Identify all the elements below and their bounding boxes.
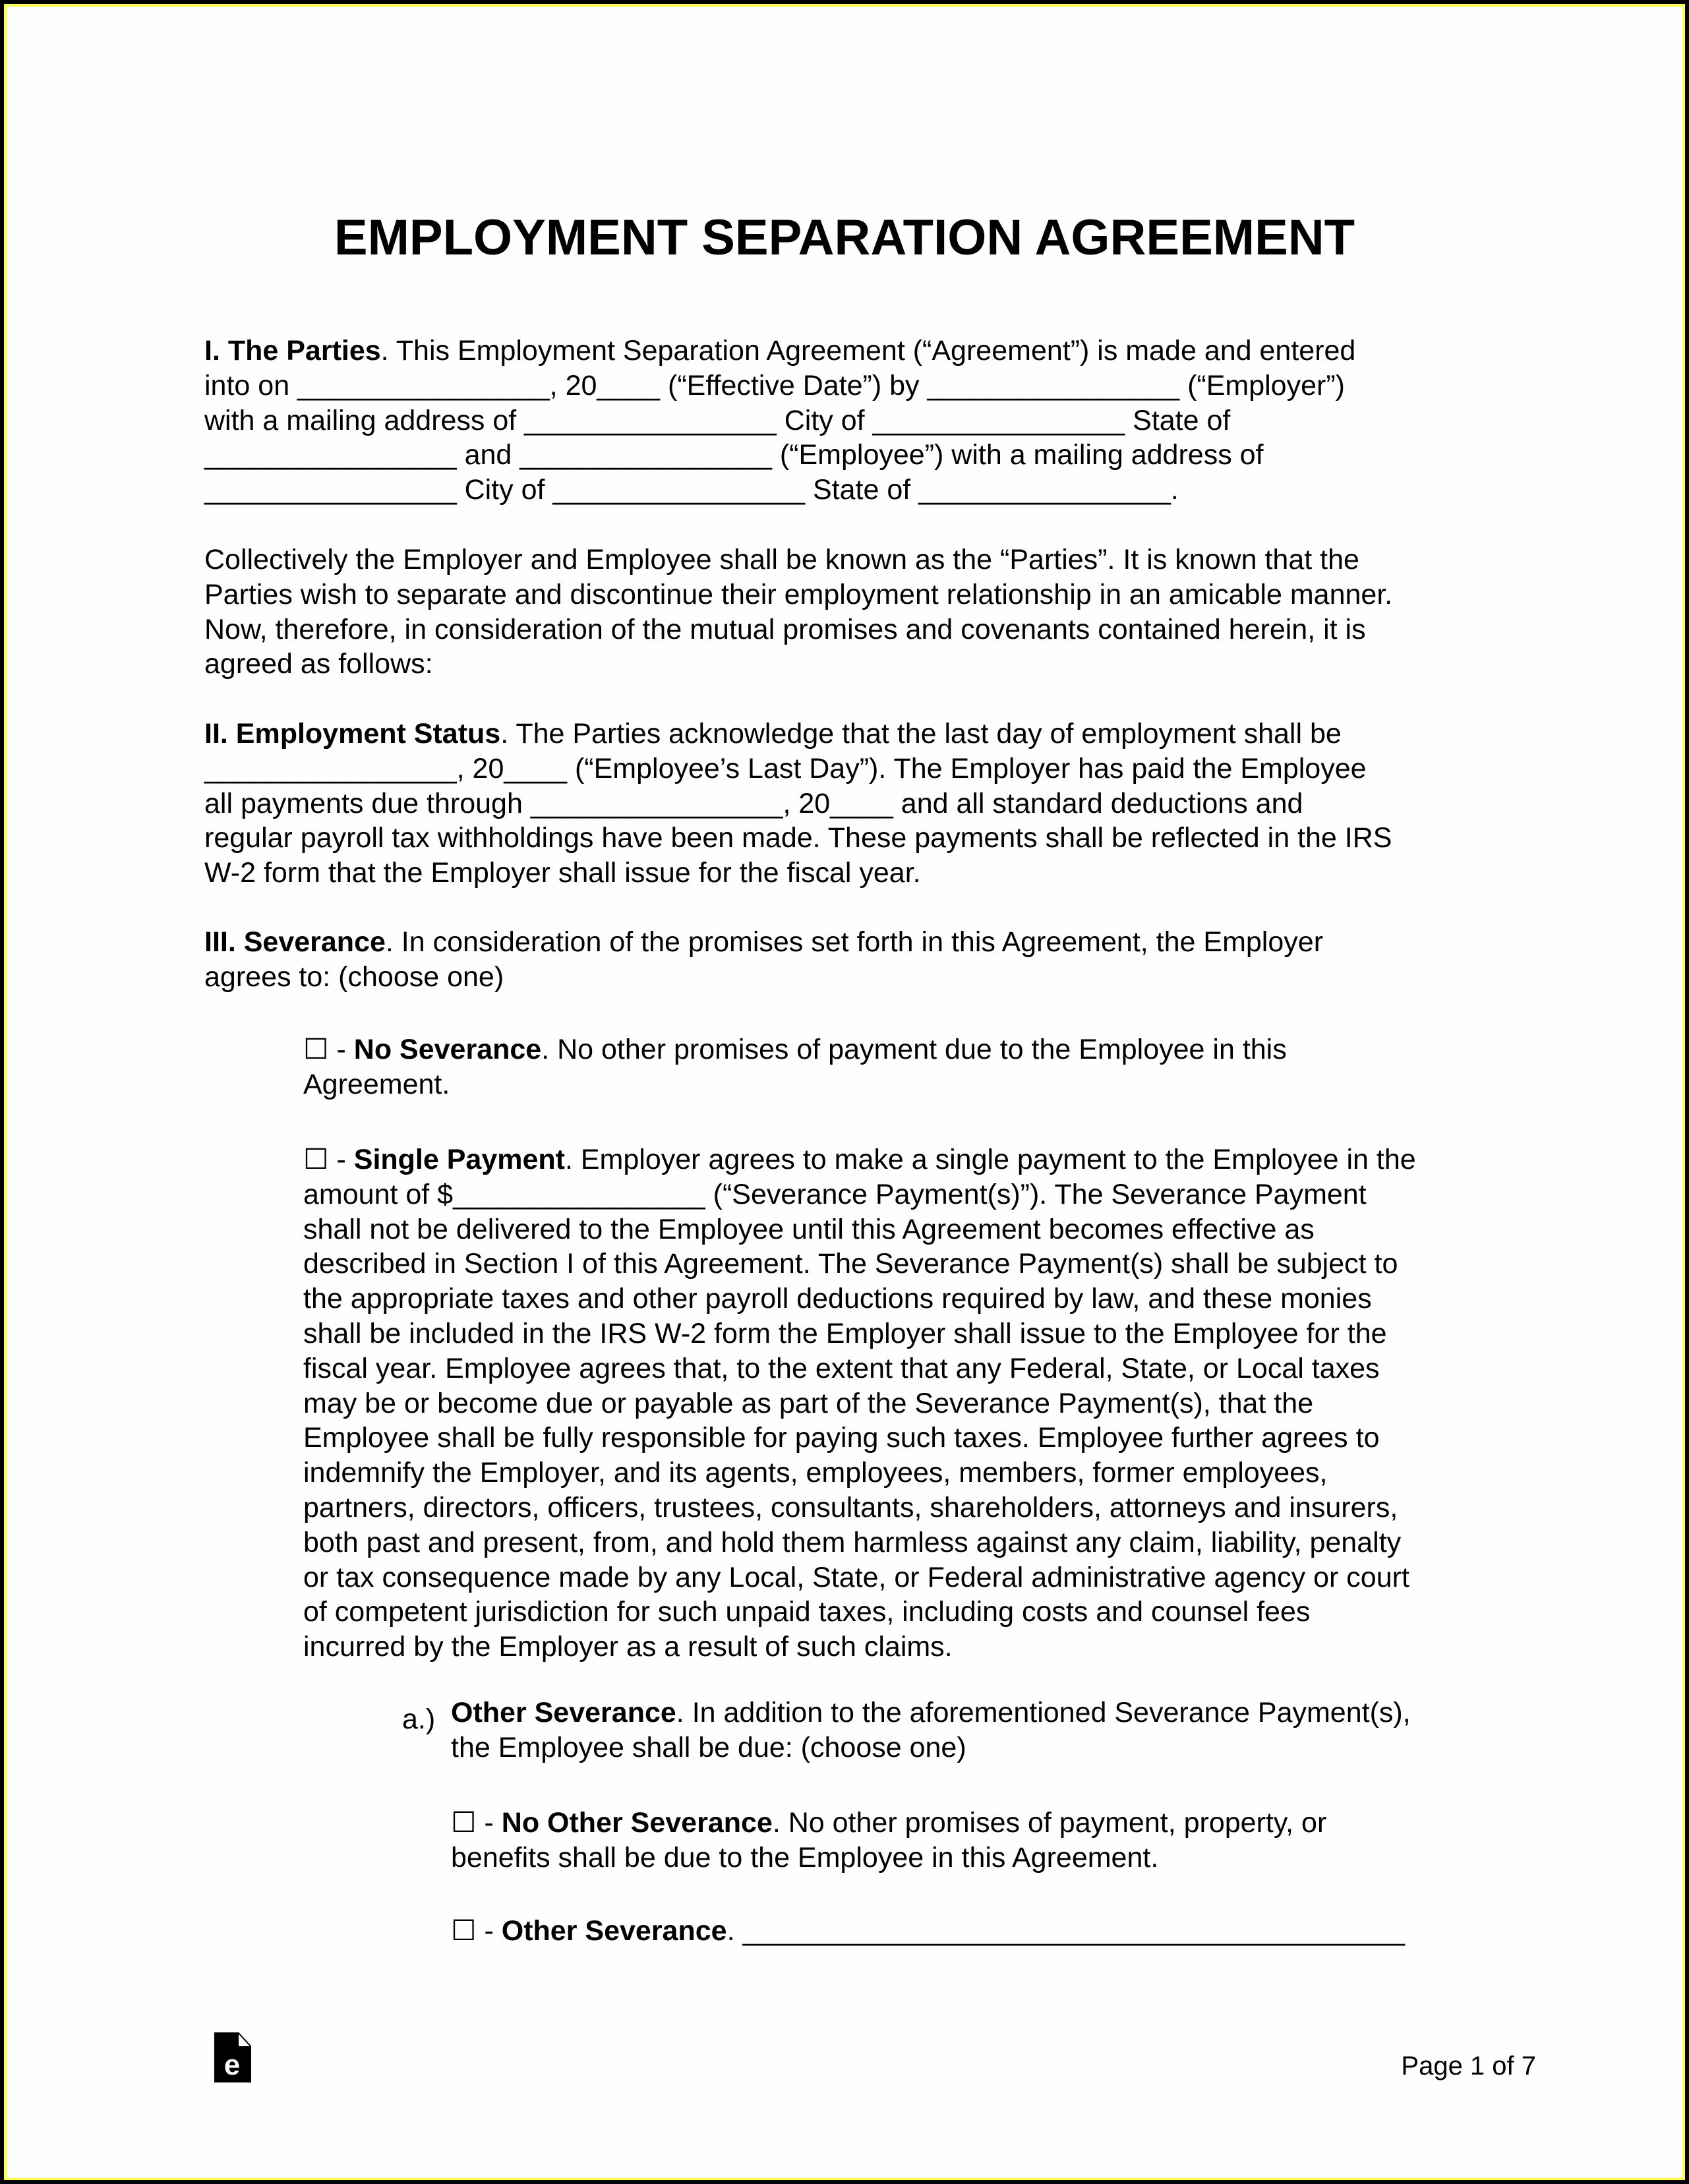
line-text: the appropriate taxes and other payroll deductions required by law, and these monies <box>303 1283 1372 1315</box>
text-line <box>204 438 1355 473</box>
line-text: Parties wish to separate and discontinue their employment relationship in an amicable manner. <box>204 578 1393 610</box>
text-line <box>204 612 1392 647</box>
line-text: . The Parties acknowledge that the last day of employment shall be <box>500 718 1342 750</box>
line-text: of competent jurisdiction for such unpaid taxes, including costs and counsel fees <box>303 1596 1311 1628</box>
line-text: ________________, 20____ (“Employee’s Last Day”). The Employer has paid the Employee <box>204 752 1367 784</box>
text-line <box>451 1806 1326 1841</box>
text-line <box>204 925 1323 960</box>
section-heading: Other Severance <box>451 1697 676 1728</box>
line-text: Agreement. <box>303 1068 450 1100</box>
line-text: benefits shall be due to the Employee in this Agreement. <box>451 1841 1159 1874</box>
text-line <box>204 821 1392 856</box>
paragraph-collectively <box>204 543 1392 682</box>
checkbox-icon[interactable]: ☐ - <box>303 1034 354 1065</box>
line-text: or tax consequence made by any Local, State, or Federal administrative agency or court <box>303 1561 1409 1593</box>
text-line <box>204 647 1392 682</box>
line-text: agrees to: (choose one) <box>204 960 504 993</box>
line-text: shall not be delivered to the Employee until this Agreement becomes effective as <box>303 1213 1315 1245</box>
eforms-logo-icon <box>214 2032 251 2082</box>
text-line <box>204 960 1323 995</box>
text-line <box>303 1351 1416 1386</box>
text-line <box>303 1067 1287 1102</box>
paragraph-other-severance-a <box>451 1696 1411 1765</box>
text-line <box>451 1730 1411 1765</box>
text-line <box>204 543 1392 577</box>
line-text: both past and present, from, and hold them harmless against any claim, liability, penalty <box>303 1526 1402 1558</box>
text-line <box>303 1032 1287 1067</box>
line-text: the Employee shall be due: (choose one) <box>451 1731 966 1763</box>
line-text: into on ________________, 20____ (“Effective Date”) by ________________ (“Employer”) <box>204 369 1345 401</box>
text-line <box>303 1316 1416 1351</box>
line-text: regular payroll tax withholdings have been made. These payments shall be reflected in the IRS <box>204 822 1392 854</box>
paragraph-no-severance <box>303 1032 1287 1102</box>
text-line <box>303 1247 1416 1282</box>
line-text: ________________ City of ________________ State of ________________. <box>204 474 1179 506</box>
line-text: fiscal year. Employee agrees that, to the extent that any Federal, State, or Local taxes <box>303 1352 1380 1384</box>
text-line <box>303 1386 1416 1421</box>
line-text: with a mailing address of ________________ City of ________________ State of <box>204 404 1231 436</box>
document-page <box>4 4 1685 2180</box>
paragraph-severance <box>204 925 1323 995</box>
text-line <box>303 1456 1416 1490</box>
text-line <box>303 1630 1416 1665</box>
text-line <box>303 1490 1416 1525</box>
section-heading: Single Payment <box>353 1144 565 1175</box>
list-marker-a: a.) <box>402 1703 436 1735</box>
line-text: . This Employment Separation Agreement (“Agreement”) is made and entered <box>380 335 1356 367</box>
text-line <box>204 752 1392 786</box>
paragraph-single-payment <box>303 1142 1416 1665</box>
text-line <box>204 577 1392 612</box>
line-text: amount of $________________ (“Severance Payment(s)”). The Severance Payment <box>303 1178 1367 1210</box>
section-heading: III. Severance <box>204 926 386 958</box>
section-heading: No Other Severance <box>501 1807 773 1839</box>
checkbox-icon[interactable]: ☐ - <box>451 1915 502 1947</box>
text-line <box>303 1421 1416 1456</box>
section-heading: I. The Parties <box>204 335 381 367</box>
line-text: . Employer agrees to make a single payment to the Employee in the <box>564 1144 1416 1175</box>
line-text: Employee shall be fully responsible for paying such taxes. Employee further agrees to <box>303 1422 1380 1454</box>
paragraph-other-severance-option <box>451 1914 1405 1949</box>
line-text: indemnify the Employer, and its agents, employees, members, former employees, <box>303 1457 1328 1489</box>
line-text: . __________________________________________ <box>726 1915 1405 1947</box>
section-heading: Other Severance <box>501 1915 727 1947</box>
line-text: W-2 form that the Employer shall issue for the fiscal year. <box>204 857 921 889</box>
svg-text:e: e <box>223 2049 241 2081</box>
line-text: all payments due through ________________, 20____ and all standard deductions and <box>204 787 1303 819</box>
text-line <box>303 1212 1416 1247</box>
text-line <box>204 369 1355 403</box>
line-text: agreed as follows: <box>204 648 433 680</box>
text-line <box>303 1177 1416 1212</box>
line-text: ________________ and ________________ (“Employee”) with a mailing address of <box>204 439 1264 471</box>
text-line <box>303 1142 1416 1177</box>
line-text: . In consideration of the promises set forth in this Agreement, the Employer <box>385 926 1324 958</box>
section-heading: No Severance <box>353 1034 542 1065</box>
text-line <box>204 473 1355 508</box>
checkbox-icon[interactable]: ☐ - <box>451 1807 502 1839</box>
line-text: . No other promises of payment, property, or <box>772 1807 1327 1839</box>
line-text: . No other promises of payment due to the Employee in this <box>541 1034 1287 1065</box>
document-title: EMPLOYMENT SEPARATION AGREEMENT <box>334 210 1355 266</box>
line-text: incurred by the Employer as a result of such claims. <box>303 1631 953 1663</box>
section-heading: II. Employment Status <box>204 718 501 750</box>
text-line <box>204 334 1355 369</box>
line-text: shall be included in the IRS W-2 form the Employer shall issue to the Employee for the <box>303 1317 1387 1349</box>
text-line <box>303 1525 1416 1560</box>
line-text: described in Section I of this Agreement. The Severance Payment(s) shall be subject to <box>303 1248 1398 1280</box>
text-line <box>451 1841 1326 1875</box>
line-text: . In addition to the aforementioned Severance Payment(s), <box>676 1697 1411 1728</box>
line-text: may be or become due or payable as part of the Severance Payment(s), that the <box>303 1387 1314 1419</box>
text-line <box>204 717 1392 752</box>
text-line <box>303 1560 1416 1595</box>
paragraph-parties <box>204 334 1355 508</box>
text-line <box>303 1282 1416 1316</box>
checkbox-icon[interactable]: ☐ - <box>303 1144 354 1175</box>
line-text: Collectively the Employer and Employee shall be known as the “Parties”. It is known that the <box>204 544 1359 576</box>
paragraph-no-other-severance <box>451 1806 1326 1875</box>
text-line <box>204 403 1355 438</box>
page-number: Page 1 of 7 <box>1401 2051 1536 2081</box>
text-line <box>204 786 1392 821</box>
line-text: Now, therefore, in consideration of the mutual promises and covenants contained herein, it is <box>204 613 1366 645</box>
paragraph-employment-status <box>204 717 1392 891</box>
text-line <box>451 1914 1405 1949</box>
line-text: partners, directors, officers, trustees, consultants, shareholders, attorneys and insurers, <box>303 1491 1398 1523</box>
text-line <box>303 1595 1416 1630</box>
text-line <box>451 1696 1411 1730</box>
text-line <box>204 856 1392 891</box>
